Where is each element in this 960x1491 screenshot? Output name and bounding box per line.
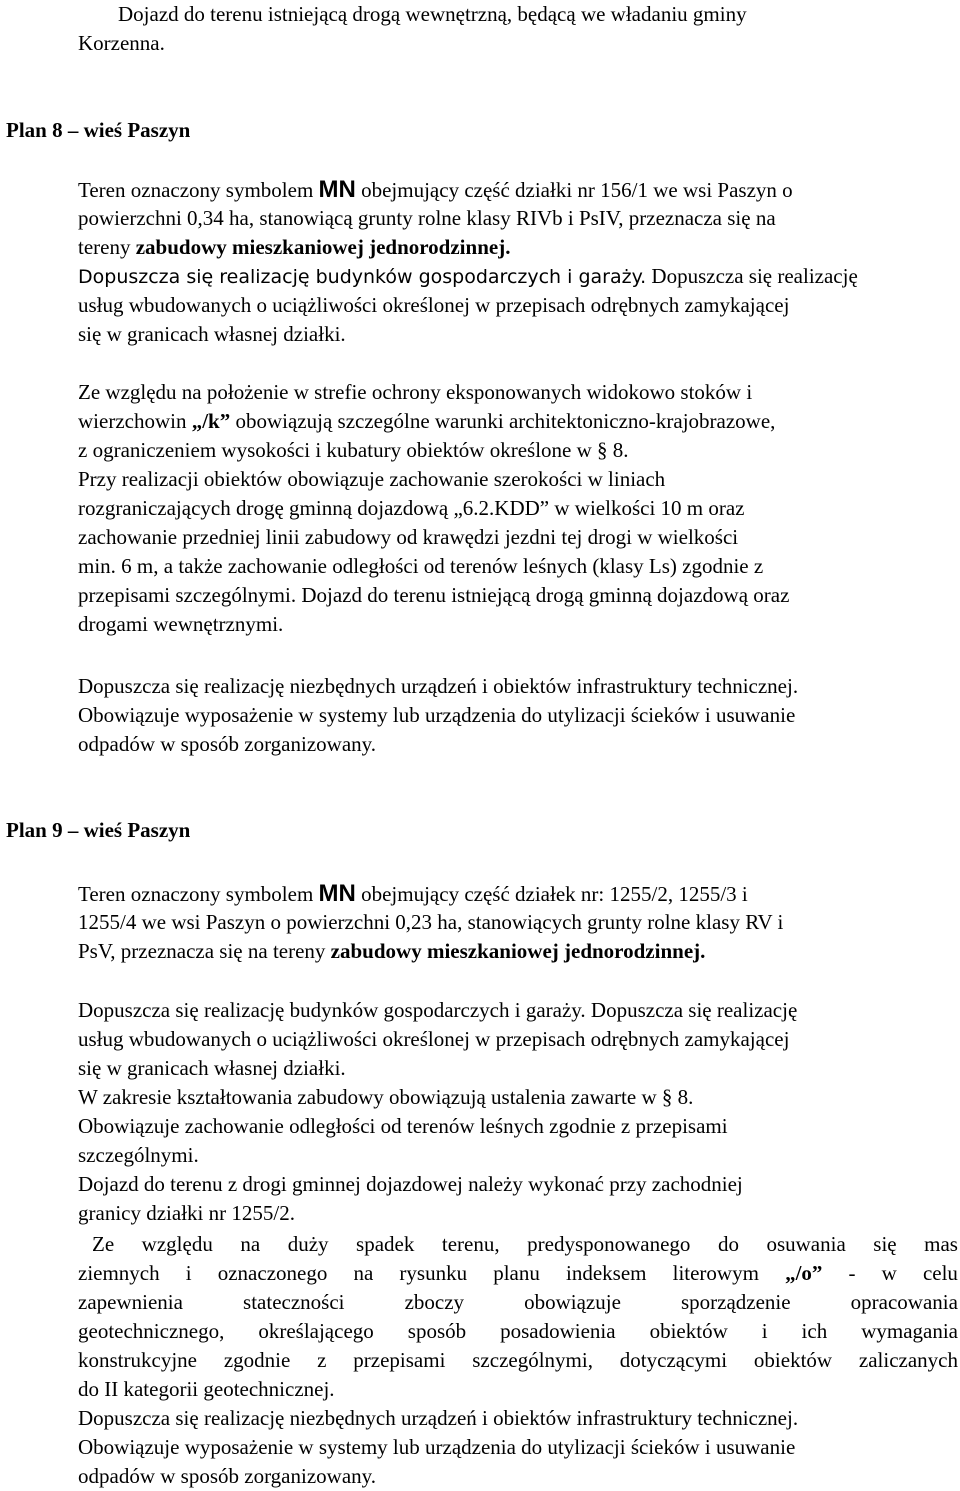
plan8-p2-line-2: usług wbudowanych o uciążliwości określonej w przepisach odrębnych zamykającej [78,293,790,317]
word: wymagania [861,1319,958,1343]
plan9-p2-line-8: granicy działki nr 1255/2. [78,1201,295,1225]
plan9-p3-line-7: Dopuszcza się realizację niezbędnych urządzeń i obiektów infrastruktury technicznej. [78,1406,799,1430]
word: zgodnie [223,1348,291,1372]
word: określającego [258,1319,374,1343]
intro-line-2: Korzenna. [78,31,165,55]
word: zapewnienia [78,1290,183,1314]
word: planu [493,1261,540,1285]
word: ziemnych [78,1261,160,1285]
plan8-p3-line-6: zachowanie przedniej linii zabudowy od krawędzi jezdni tej drogi w wielkości [78,525,739,549]
plan9-p2-line-2: usług wbudowanych o uciążliwości określonej w przepisach odrębnych zamykającej [78,1027,790,1051]
word: sposób [407,1319,467,1343]
word: duży [287,1232,329,1256]
bold-text: zabudowy mieszkaniowej jednorodzinnej. [135,235,511,259]
word: indeksem [566,1261,647,1285]
word: w [881,1261,897,1285]
plan9-heading: Plan 9 – wieś Paszyn [6,818,191,842]
plan9-p2-line-7: Dojazd do terenu z drogi gminnej dojazdowej należy wykonać przy zachodniej [78,1172,743,1196]
word: spadek [356,1232,415,1256]
plan8-p2-line-3: się w granicach własnej działki. [78,322,346,346]
word: Ze [92,1232,115,1256]
word: zboczy [404,1290,465,1314]
plan9-p3-line-5 [78,1346,958,1375]
word: szczególnymi, [472,1348,593,1372]
plan9-p3-line-9: odpadów w sposób zorganizowany. [78,1464,377,1488]
word: obiektów [649,1319,728,1343]
plan8-p4-line-1: Dopuszcza się realizację niezbędnych urządzeń i obiektów infrastruktury technicznej. [78,674,799,698]
word: literowym [672,1261,759,1285]
word: posadowienia [500,1319,616,1343]
word: do [717,1232,739,1256]
plan9-p2-line-4: W zakresie kształtowania zabudowy obowiązują ustalenia zawarte w § 8. [78,1085,694,1109]
word: geotechnicznego, [78,1319,225,1343]
plan8-p3-line-3: z ograniczeniem wysokości i kubatury obiektów określone w § 8. [78,438,629,462]
plan9-p3-line-1 [92,1230,958,1259]
plan9-p3-line-8: Obowiązuje wyposażenie w systemy lub urządzenia do utylizacji ścieków i usuwanie [78,1435,796,1459]
word: sporządzenie [680,1290,791,1314]
word: opracowania [850,1290,958,1314]
word: - [848,1261,856,1285]
bold-word: „/o” [785,1261,823,1285]
word: obowiązuje [524,1290,621,1314]
plan8-heading: Plan 8 – wieś Paszyn [6,118,191,142]
plan9-p1-line-2: 1255/4 we wsi Paszyn o powierzchni 0,23 ha, stanowiących grunty rolne klasy RV i [78,910,784,934]
word: rysunku [399,1261,468,1285]
text: Teren oznaczony symbolem [78,178,319,202]
plan9-p2-line-1: Dopuszcza się realizację budynków gospodarczych i garaży. Dopuszcza się realizację [78,998,798,1022]
word: zaliczanych [858,1348,958,1372]
plan9-p3-line-6: do II kategorii geotechnicznej. [78,1377,335,1401]
plan8-p4-line-3: odpadów w sposób zorganizowany. [78,732,377,756]
text: tereny [78,235,136,259]
text: Teren oznaczony symbolem [78,882,319,906]
word: oznaczonego [217,1261,328,1285]
plan9-p3-line-3 [78,1288,958,1317]
sans-text: Dopuszcza się realizację budynków gospodarczych i garaży. [78,266,647,288]
plan9-p3-line-2 [78,1259,958,1288]
word: obiektów [753,1348,833,1372]
bold-text: zabudowy mieszkaniowej jednorodzinnej. [330,939,706,963]
plan8-p3-line-8: przepisami szczególnymi. Dojazd do terenu istniejącą drogą gminną dojazdową oraz [78,583,790,607]
plan9-p1-line-3 [78,937,705,966]
text: Dopuszcza się realizację [646,264,858,288]
text: obejmujący część działek nr: 1255/2, 1255/3 i [355,882,748,906]
text: PsV, przeznacza się na tereny [78,939,331,963]
word: na [240,1232,261,1256]
word: predysponowanego [527,1232,691,1256]
word: i [185,1261,192,1285]
plan8-p1-line-1 [78,175,793,204]
plan9-p1-line-1 [78,879,748,908]
plan8-p1-line-2: powierzchni 0,34 ha, stanowiącą grunty rolne klasy RIVb i PsIV, przeznacza się na [78,206,776,230]
word: się [873,1232,897,1256]
text: wierzchowin [78,409,192,433]
word: celu [922,1261,958,1285]
word: dotyczącymi [619,1348,728,1372]
mn-symbol: MN [318,176,356,203]
plan9-p3-line-4 [78,1317,958,1346]
plan9-p2-line-6: szczególnymi. [78,1143,199,1167]
plan8-p1-line-3 [78,233,510,262]
plan8-p3-line-9: drogami wewnętrznymi. [78,612,284,636]
word: na [353,1261,374,1285]
mn-symbol: MN [318,880,356,907]
word: mas [924,1232,958,1256]
word: przepisami [353,1348,446,1372]
plan8-p3-line-4: Przy realizacji obiektów obowiązuje zachowanie szerokości w liniach [78,467,666,491]
word: stateczności [243,1290,345,1314]
word: konstrukcyjne [78,1348,197,1372]
plan8-p3-line-7: min. 6 m, a także zachowanie odległości od terenów leśnych (klasy Ls) zgodnie z [78,554,764,578]
plan9-p2-line-5: Obowiązuje zachowanie odległości od terenów leśnych zgodnie z przepisami [78,1114,728,1138]
plan9-p2-line-3: się w granicach własnej działki. [78,1056,346,1080]
word: względu [141,1232,213,1256]
word: osuwania [766,1232,846,1256]
word: z [317,1348,327,1372]
intro-line-1: Dojazd do terenu istniejącą drogą wewnętrzną, będącą we władaniu gminy [118,2,747,26]
plan8-p2-line-1 [78,262,858,291]
word: ich [801,1319,828,1343]
plan8-p3-line-2 [78,407,775,436]
word: i [761,1319,768,1343]
plan8-p4-line-2: Obowiązuje wyposażenie w systemy lub urządzenia do utylizacji ścieków i usuwanie [78,703,796,727]
plan8-p3-line-5: rozgraniczających drogę gminną dojazdową „6.2.KDD” w wielkości 10 m oraz [78,496,745,520]
plan8-p3-line-1: Ze względu na położenie w strefie ochrony eksponowanych widokowo stoków i [78,380,753,404]
text: obejmujący część działki nr 156/1 we wsi Paszyn o [355,178,793,202]
bold-text: „/k” [191,409,231,433]
word: terenu, [441,1232,500,1256]
text: obowiązują szczególne warunki architektoniczno-krajobrazowe, [230,409,776,433]
